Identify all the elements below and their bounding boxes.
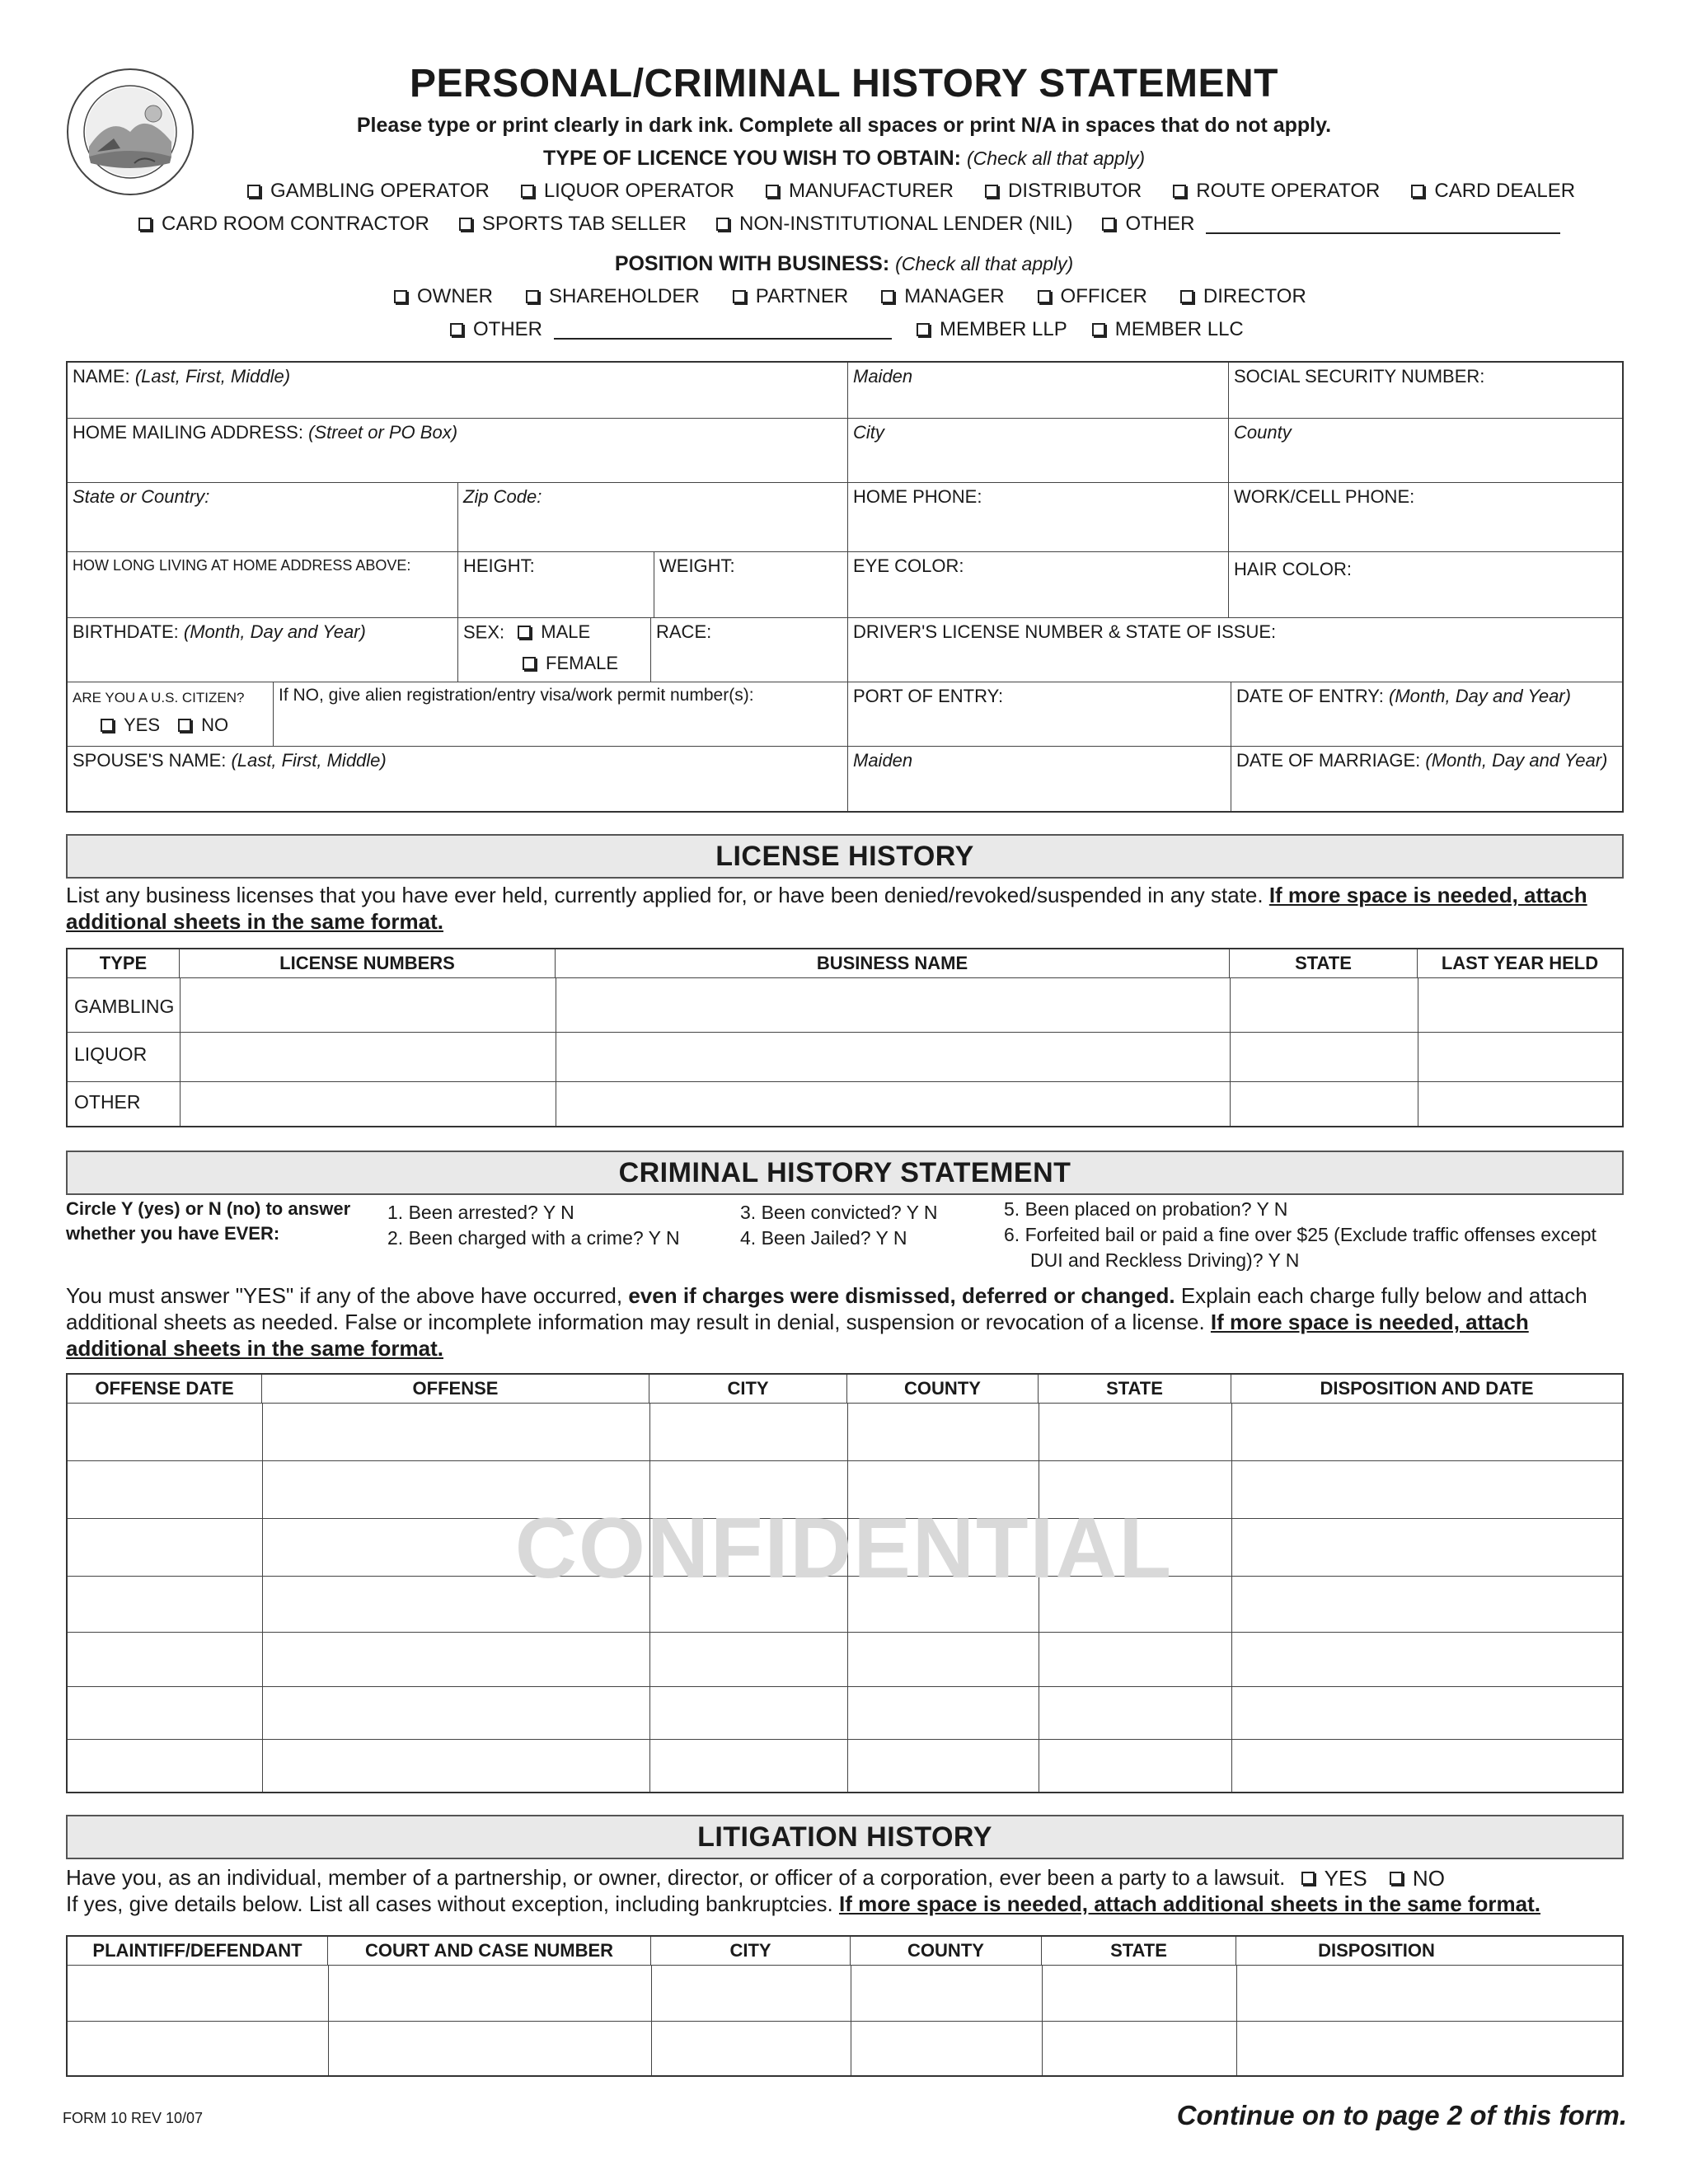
row-other: OTHER: [74, 1091, 141, 1113]
checkbox-icon[interactable]: [1173, 185, 1186, 198]
checkbox-icon[interactable]: [101, 719, 114, 732]
position-heading-label: POSITION WITH BUSINESS:: [614, 252, 890, 275]
name-field[interactable]: NAME: (Last, First, Middle): [68, 363, 848, 419]
col-license-numbers: LICENSE NUMBERS: [180, 949, 556, 977]
checkbox-icon[interactable]: [523, 657, 536, 670]
position-partner[interactable]: PARTNER: [733, 285, 848, 308]
col-plaintiff-defendant: PLAINTIFF/DEFENDANT: [68, 1937, 328, 1965]
col-last-year-held: LAST YEAR HELD: [1441, 953, 1599, 973]
col-county: COUNTY: [851, 1937, 1042, 1965]
position-director[interactable]: DIRECTOR: [1180, 285, 1306, 308]
checkbox-icon[interactable]: [178, 719, 191, 732]
state-country-field[interactable]: State or Country:: [68, 483, 458, 552]
checkbox-icon[interactable]: [766, 185, 779, 198]
checkbox-icon[interactable]: [985, 185, 998, 198]
date-of-entry-field[interactable]: DATE OF ENTRY: (Month, Day and Year): [1231, 682, 1622, 747]
checkbox-icon[interactable]: [1038, 290, 1051, 303]
spouse-maiden-field[interactable]: Maiden: [848, 747, 1231, 811]
position-officer[interactable]: OFFICER: [1038, 285, 1147, 308]
position-other[interactable]: OTHER: [450, 318, 892, 341]
litigation-history-table: [66, 1935, 1624, 2077]
checkbox-icon[interactable]: [521, 185, 534, 198]
checkbox-icon[interactable]: [1390, 1872, 1403, 1885]
position-heading: [0, 252, 1688, 276]
weight-field[interactable]: WEIGHT:: [654, 552, 848, 618]
position-row-1: [394, 285, 1383, 308]
circle-instructions: Circle Y (yes) or N (no) to answer whether you have EVER:: [66, 1198, 351, 1244]
row-liquor: LIQUOR: [74, 1043, 148, 1065]
question-2: 2. Been charged with a crime? Y N: [387, 1227, 680, 1249]
checkbox-icon[interactable]: [881, 290, 894, 303]
position-shareholder[interactable]: SHAREHOLDER: [526, 285, 700, 308]
licence-liquor-operator[interactable]: LIQUOR OPERATOR: [521, 180, 734, 203]
page-title: PERSONAL/CRIMINAL HISTORY STATEMENT: [410, 62, 1278, 105]
criminal-history-heading: CRIMINAL HISTORY STATEMENT: [66, 1151, 1624, 1195]
checkbox-icon[interactable]: [716, 218, 729, 231]
licence-sports-tab-seller[interactable]: SPORTS TAB SELLER: [459, 213, 687, 236]
checkbox-icon[interactable]: [1102, 218, 1115, 231]
col-county: COUNTY: [847, 1375, 1039, 1403]
checkbox-icon[interactable]: [247, 185, 260, 198]
work-phone-field[interactable]: WORK/CELL PHONE:: [1229, 483, 1622, 552]
how-long-field[interactable]: HOW LONG LIVING AT HOME ADDRESS ABOVE:: [68, 552, 458, 618]
citizen-no[interactable]: NO: [178, 715, 228, 735]
position-other-field[interactable]: [554, 320, 892, 340]
position-member-llp[interactable]: MEMBER LLP: [917, 318, 1067, 341]
zip-field[interactable]: Zip Code:: [458, 483, 848, 552]
col-offense: OFFENSE: [262, 1375, 649, 1403]
col-city: CITY: [649, 1375, 847, 1403]
checkbox-icon[interactable]: [1301, 1872, 1315, 1885]
licence-manufacturer[interactable]: MANUFACTURER: [766, 180, 954, 203]
city-field[interactable]: City: [848, 419, 1229, 483]
col-offense-date: OFFENSE DATE: [68, 1375, 262, 1403]
date-of-marriage-field[interactable]: DATE OF MARRIAGE: (Month, Day and Year): [1236, 750, 1608, 771]
checkbox-icon[interactable]: [733, 290, 746, 303]
question-1: 1. Been arrested? Y N: [387, 1202, 574, 1223]
confidential-watermark: CONFIDENTIAL: [514, 1501, 1174, 1596]
position-heading-note: (Check all that apply): [895, 253, 1074, 274]
checkbox-icon[interactable]: [1411, 185, 1424, 198]
litigation-no[interactable]: NO: [1390, 1865, 1445, 1891]
licence-other-field[interactable]: [1206, 214, 1560, 234]
checkbox-icon[interactable]: [1092, 323, 1105, 336]
col-business-name: BUSINESS NAME: [556, 949, 1230, 977]
port-of-entry-field[interactable]: PORT OF ENTRY:: [848, 682, 1231, 747]
licence-card-dealer[interactable]: CARD DEALER: [1411, 180, 1575, 203]
licence-heading-label: TYPE OF LICENCE YOU WISH TO OBTAIN:: [543, 147, 961, 170]
position-owner[interactable]: OWNER: [394, 285, 493, 308]
licence-distributor[interactable]: DISTRIBUTOR: [985, 180, 1142, 203]
height-field[interactable]: HEIGHT:: [458, 552, 654, 618]
county-field[interactable]: County: [1229, 419, 1622, 483]
eye-color-field[interactable]: EYE COLOR:: [848, 552, 1229, 618]
checkbox-icon[interactable]: [1180, 290, 1193, 303]
litigation-yes[interactable]: YES: [1301, 1865, 1367, 1891]
alien-registration-field[interactable]: If NO, give alien registration/entry visa/work permit number(s):: [274, 682, 848, 747]
litigation-question: Have you, as an individual, member of a partnership, or owner, director, or officer of a corporation, ever been a party to a lawsuit. YES NO: [66, 1865, 1445, 1891]
position-member-llc[interactable]: MEMBER LLC: [1092, 318, 1244, 341]
licence-gambling-operator[interactable]: GAMBLING OPERATOR: [247, 180, 490, 203]
maiden-field[interactable]: Maiden: [848, 363, 1229, 419]
checkbox-icon[interactable]: [518, 626, 531, 639]
licence-card-room-contractor[interactable]: CARD ROOM CONTRACTOR: [138, 213, 429, 236]
position-manager[interactable]: MANAGER: [881, 285, 1004, 308]
col-state: STATE: [1039, 1375, 1231, 1403]
col-state: STATE: [1230, 949, 1418, 977]
licence-heading-note: (Check all that apply): [966, 148, 1145, 169]
position-row-2: [450, 318, 1357, 341]
litigation-text: If yes, give details below. List all cases without exception, including bankruptcies. If more space is needed, attach additional sheets in the same format.: [66, 1891, 1540, 1916]
licence-row-2: [138, 213, 1556, 236]
sex-male[interactable]: MALE: [518, 621, 590, 642]
checkbox-icon[interactable]: [459, 218, 472, 231]
col-disposition-date: DISPOSITION AND DATE: [1320, 1378, 1534, 1399]
form-id: FORM 10 REV 10/07: [63, 2110, 204, 2126]
col-type: TYPE: [68, 949, 180, 977]
question-3: 3. Been convicted? Y N: [740, 1202, 938, 1223]
birthdate-field[interactable]: BIRTHDATE: (Month, Day and Year): [68, 618, 458, 682]
col-court-case-number: COURT AND CASE NUMBER: [328, 1937, 651, 1965]
spouse-name-field[interactable]: SPOUSE'S NAME: (Last, First, Middle): [68, 747, 848, 811]
instructions: Please type or print clearly in dark ink. Complete all spaces or print N/A in spaces that do not apply.: [356, 114, 1332, 137]
litigation-history-heading: LITIGATION HISTORY: [66, 1815, 1624, 1859]
question-6b: DUI and Reckless Driving)? Y N: [1030, 1249, 1300, 1271]
licence-other[interactable]: OTHER: [1102, 213, 1560, 236]
drivers-license-field[interactable]: DRIVER'S LICENSE NUMBER & STATE OF ISSUE:: [848, 618, 1622, 682]
col-disposition: DISPOSITION: [1318, 1940, 1435, 1961]
ssn-field[interactable]: SOCIAL SECURITY NUMBER:: [1229, 363, 1622, 419]
home-address-field[interactable]: HOME MAILING ADDRESS: (Street or PO Box): [68, 419, 848, 483]
citizen-field: ARE YOU A U.S. CITIZEN? YES NO: [68, 682, 274, 747]
checkbox-icon[interactable]: [138, 218, 152, 231]
question-4: 4. Been Jailed? Y N: [740, 1227, 907, 1249]
licence-nil[interactable]: NON-INSTITUTIONAL LENDER (NIL): [716, 213, 1072, 236]
checkbox-icon[interactable]: [450, 323, 463, 336]
hair-color-field[interactable]: HAIR COLOR:: [1229, 552, 1622, 618]
continue-note: Continue on to page 2 of this form.: [1176, 2100, 1627, 2130]
sex-female[interactable]: FEMALE: [523, 653, 618, 673]
race-field[interactable]: RACE:: [651, 618, 848, 682]
sex-field: SEX: MALE FEMALE: [458, 618, 651, 682]
question-6: 6. Forfeited bail or paid a fine over $25 (Exclude traffic offenses except: [1004, 1224, 1597, 1245]
col-city: CITY: [651, 1937, 851, 1965]
license-history-table: [66, 948, 1624, 1127]
checkbox-icon[interactable]: [526, 290, 539, 303]
licence-row-1: [247, 180, 1599, 203]
criminal-history-text: You must answer "YES" if any of the above have occurred, even if charges were dismissed, deferred or changed. Explain each charge fully below and attach additional sheets as needed. False or incomplete information may result in denial, suspension or revocation of a license. If more space is needed, attach additional sheets in the same format.: [66, 1283, 1587, 1361]
checkbox-icon[interactable]: [394, 290, 407, 303]
licence-heading: [0, 147, 1688, 171]
citizen-yes[interactable]: YES: [101, 715, 160, 735]
personal-info-grid: [66, 361, 1624, 813]
license-history-heading: LICENSE HISTORY: [66, 834, 1624, 879]
question-5: 5. Been placed on probation? Y N: [1004, 1198, 1288, 1220]
col-state: STATE: [1042, 1937, 1236, 1965]
licence-route-operator[interactable]: ROUTE OPERATOR: [1173, 180, 1380, 203]
home-phone-field[interactable]: HOME PHONE:: [848, 483, 1229, 552]
checkbox-icon[interactable]: [917, 323, 930, 336]
row-gambling: GAMBLING: [74, 996, 175, 1017]
license-history-text: List any business licenses that you have ever held, currently applied for, or have been denied/revoked/suspended in any state. If more space is needed, attach additional sheets in the same format.: [66, 883, 1587, 934]
